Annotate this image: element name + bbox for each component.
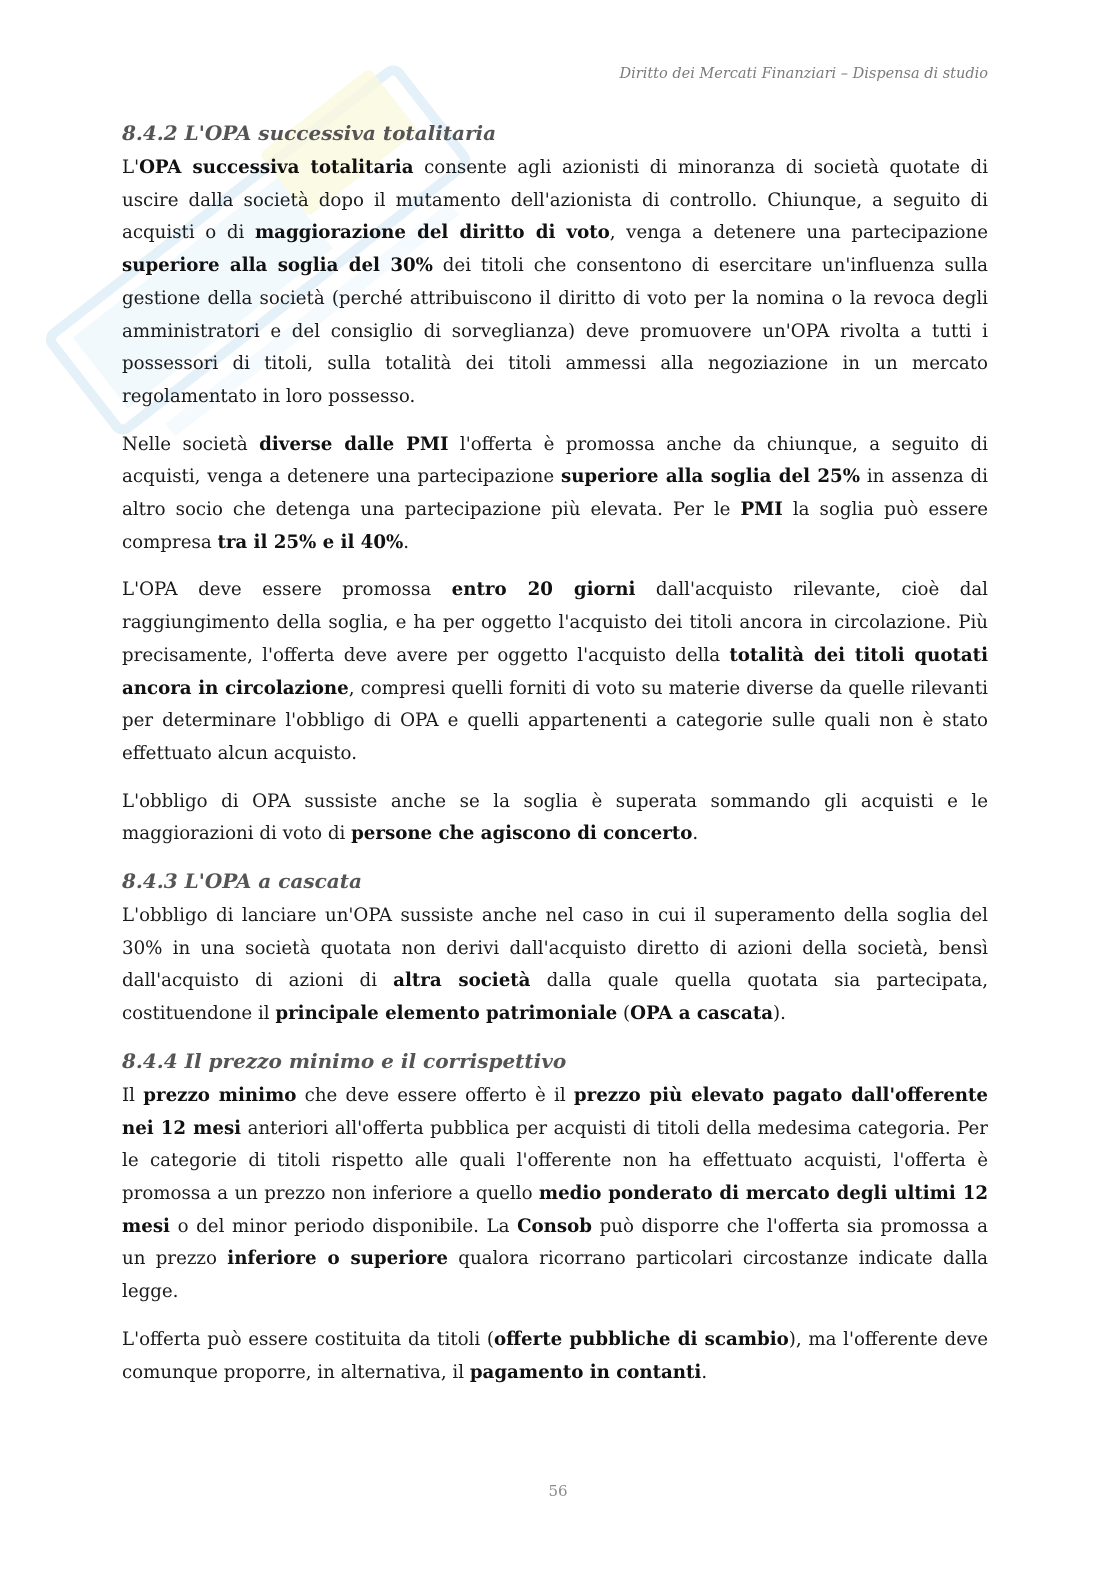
text-run: in assenza di altro socio che detenga una partecipazione più elevata. Per le	[122, 466, 988, 521]
section-heading: 8.4.3 L'OPA a cascata	[122, 869, 362, 894]
bold-text: altra società	[393, 970, 531, 992]
bold-text: diverse dalle PMI	[259, 433, 449, 455]
text-run: la soglia può essere compresa	[122, 499, 988, 553]
bold-text: persone che agiscono di concerto	[351, 823, 693, 845]
running-header: Diritto dei Mercati Finanziari – Dispensa di studio	[619, 66, 988, 82]
bold-text: prezzo minimo	[143, 1084, 297, 1106]
bold-text: superiore alla soglia del 30%	[122, 255, 433, 277]
body-paragraph	[122, 429, 988, 560]
text-run: L'offerta può essere costituita da titoli (	[122, 1328, 494, 1350]
text-run: .	[701, 1361, 708, 1383]
text-run: ).	[773, 1003, 786, 1025]
text-run: L'obbligo di OPA sussiste anche se la soglia è superata sommando gli acquisti e le maggiorazioni di voto di	[122, 790, 988, 845]
section	[122, 118, 988, 851]
bold-text: totalità dei titoli quotati ancora in circolazione	[122, 644, 988, 699]
body-paragraph	[122, 1080, 988, 1309]
text-run: , compresi quelli forniti di voto su materie diverse da quelle rilevanti per determinare l'obbligo di OPA e quelli appartenenti a categorie sulle quali non è stato effettuato alcun acquisto.	[122, 677, 988, 764]
section	[122, 1046, 988, 1389]
body-paragraph	[122, 1324, 988, 1389]
body-paragraph	[122, 900, 988, 1031]
bold-text: tra il 25% e il 40%	[217, 531, 404, 553]
body-paragraph	[122, 152, 988, 414]
bold-text: medio ponderato di mercato degli ultimi 12 mesi	[122, 1182, 988, 1237]
text-run: L'OPA deve essere promossa	[122, 579, 452, 601]
bold-text: Consob	[517, 1215, 592, 1237]
text-run: Il	[122, 1084, 144, 1106]
text-run: consente agli azionisti di minoranza di società quotate di uscire dalla società dopo il mutamento dell'azionista di controllo. Chiunque, a seguito di acquisti o di	[122, 157, 989, 244]
text-run: o del minor periodo disponibile. La	[169, 1215, 518, 1237]
text-run: dalla quale quella quotata sia partecipata, costituendone il	[122, 970, 988, 1025]
page-number: 56	[548, 1482, 568, 1500]
body-paragraph	[122, 574, 988, 770]
text-run: può disporre che l'offerta sia promossa a un prezzo	[122, 1215, 988, 1270]
bold-text: maggiorazione del diritto di voto	[254, 222, 610, 244]
body-paragraph	[122, 786, 988, 851]
section-heading: 8.4.2 L'OPA successiva totalitaria	[122, 121, 497, 145]
text-run: ), ma l'offerente deve comunque proporre, in alternativa, il	[122, 1328, 988, 1383]
text-run: .	[403, 531, 410, 553]
text-run: L'	[122, 157, 140, 178]
text-run: , venga a detenere una partecipazione	[609, 222, 988, 244]
bold-text: pagamento in contanti	[469, 1361, 702, 1383]
text-run: l'offerta è promossa anche da chiunque, a seguito di acquisti, venga a detenere una partecipazione	[122, 433, 989, 488]
bold-text: offerte pubbliche di scambio	[493, 1328, 789, 1350]
bold-text: entro 20 giorni	[451, 579, 636, 601]
bold-text: prezzo più elevato pagato dall'offerente nei 12 mesi	[122, 1084, 988, 1139]
bold-text: inferiore o superiore	[227, 1248, 448, 1270]
bold-text: OPA successiva totalitaria	[139, 157, 414, 178]
bold-text: superiore alla soglia del 25%	[560, 466, 860, 488]
text-run: (	[617, 1003, 631, 1025]
text-run: che deve essere offerto è il	[296, 1084, 574, 1106]
bold-text: PMI	[740, 499, 783, 521]
text-run: dall'acquisto rilevante, cioè dal raggiungimento della soglia, e ha per oggetto l'acquisto dei titoli ancora in circolazione. Più precisamente, l'offerta deve avere per oggetto l'acquisto della	[122, 579, 988, 666]
text-run: anteriori all'offerta pubblica per acquisti di titoli della medesima categoria. Per le categorie di titoli rispetto alle quali l'offerente non ha effettuato acquisti, l'offerta è promossa a un prezzo non inferiore a quello	[122, 1117, 988, 1204]
text-run: .	[692, 823, 699, 845]
bold-text: principale elemento patrimoniale	[275, 1003, 618, 1025]
text-run: Nelle società	[122, 433, 260, 455]
text-run: qualora ricorrano particolari circostanze indicate dalla legge.	[122, 1248, 988, 1303]
bold-text: OPA a cascata	[630, 1003, 774, 1025]
document-body	[122, 118, 988, 1404]
section-heading: 8.4.4 Il prezzo minimo e il corrispettivo	[122, 1048, 567, 1073]
section	[122, 866, 988, 1031]
text-run: L'obbligo di lanciare un'OPA sussiste anche nel caso in cui il superamento della soglia del 30% in una società quotata non derivi dall'acquisto diretto di azioni della società, bensì dall'acquisto di azioni di	[122, 905, 988, 992]
text-run: dei titoli che consentono di esercitare un'influenza sulla gestione della società (perché attribuiscono il diritto di voto per la nomina o la revoca degli amministratori e del consiglio di sorveglianza) deve promuovere un'OPA rivolta a tutti i possessori di titoli, sulla totalità dei titoli ammessi alla negoziazione in un mercato regolamentato in loro possesso.	[122, 255, 988, 407]
